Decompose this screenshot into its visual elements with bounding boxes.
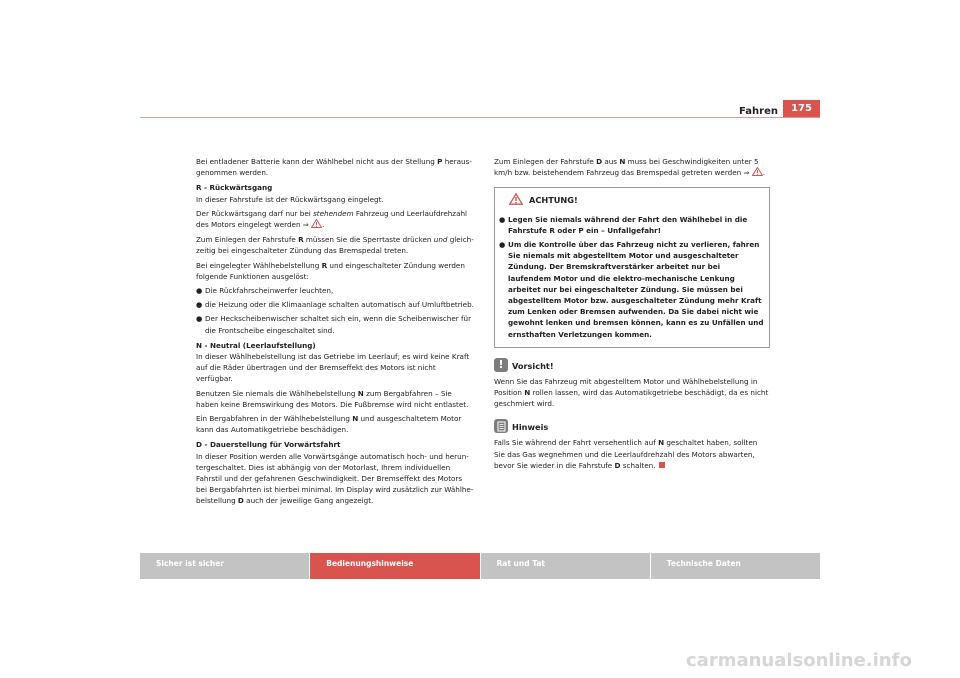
list-item: ● Die Rückfahrscheinwerfer leuchten, <box>196 286 334 296</box>
tab-sicher-ist-sicher[interactable]: Sicher ist sicher <box>140 553 309 579</box>
tab-technische-daten[interactable]: Technische Daten <box>650 553 820 579</box>
section-title-n: N - Neutral (Leerlaufstellung) <box>196 340 316 350</box>
paragraph-r-1: In dieser Fahrstufe ist der Rückwärtsgang eingelegt. <box>196 194 384 204</box>
warning-triangle-icon[interactable] <box>311 219 322 231</box>
header-rule <box>140 117 820 118</box>
warning-box <box>494 187 770 347</box>
paragraph-n-3: Ein Bergabfahren in der Wählhebelstellung N und ausgeschaltetem Motor kann das Automatikgetriebe beschädigen. <box>196 414 462 435</box>
bullet-icon: ● <box>499 240 506 250</box>
paragraph-battery: Bei entladener Batterie kann der Wählhebel nicht aus der Stellung P herausgenommen werden. <box>196 157 472 178</box>
section-title-d: D - Dauerstellung für Vorwärtsfahrt <box>196 440 341 450</box>
bullet-icon: ● <box>196 314 203 324</box>
warning-title: ACHTUNG! <box>529 195 578 206</box>
section-title-r: R - Rückwärtsgang <box>196 183 273 193</box>
page-title: Fahren <box>739 106 778 117</box>
list-item: ● die Heizung oder die Klimaanlage schalten automatisch auf Umluftbetrieb. <box>196 300 474 310</box>
warning-triangle-icon <box>499 193 529 208</box>
tab-rat-und-tat[interactable]: Rat und Tat <box>480 553 650 579</box>
warning-header <box>499 193 765 208</box>
note-title: Hinweis <box>512 422 549 433</box>
exclamation-icon: ! <box>494 358 508 372</box>
note-icon <box>494 419 508 433</box>
paragraph-r-4: Bei eingelegter Wählhebelstellung R und eingeschalteter Zündung werden folgende Funktionen ausgelöst: <box>196 260 465 281</box>
left-column <box>196 156 474 510</box>
page-number: 175 <box>783 100 820 117</box>
bullet-icon: ● <box>196 286 203 296</box>
bullet-icon: ● <box>499 214 506 224</box>
caution-text: Wenn Sie das Fahrzeug mit abgestelltem Motor und Wählhebelstellung in Position N rollen lassen, wird das Automatikgetriebe beschädigt, da es nicht geschmiert wird. <box>494 376 769 409</box>
right-column <box>494 156 770 474</box>
bullet-icon: ● <box>196 300 203 310</box>
caution-title: Vorsicht! <box>512 360 554 371</box>
note-header <box>494 419 770 433</box>
list-item: ● Legen Sie niemals während der Fahrt den Wählhebel in die Fahrstufe R oder P ein – Unfallgefahr! <box>499 214 748 235</box>
tab-bedienungshinweise[interactable]: Bedienungshinweise <box>309 553 479 579</box>
paragraph-d-1: In dieser Position werden alle Vorwärtsgänge automatisch hoch- und heruntergeschaltet. Dies ist abhängig von der Motorlast, Ihrem individuellen Fahrstil und der gefahrenen Geschwindigkeit. Der Bremseffekt des Motors bei Bergabfahrten ist hierbei minimal. Im Display wird zusätzlich zur Wählhebelstellung D auch der jeweilige Gang angezeigt. <box>196 451 474 506</box>
end-marker-icon <box>659 462 665 468</box>
footer-nav <box>140 553 820 579</box>
paragraph-n-2: Benutzen Sie niemals die Wählhebelstellung N zum Bergabfahren – Sie haben keine Bremswirkung des Motors. Die Fußbremse wird nicht entlastet. <box>196 388 469 409</box>
paragraph-d-from-n: Zum Einlegen der Fahrstufe D aus N muss bei Geschwindigkeiten unter 5 km/h bzw. beistehendem Fahrzeug das Bremspedal getreten werden ⇒ . <box>494 156 770 179</box>
note-text: Falls Sie während der Fahrt versehentlich auf N geschaltet haben, sollten Sie das Gas wegnehmen und die Leerlaufdrehzahl des Motors abwarten, bevor Sie wieder in die Fahrstufe D schalten. <box>494 438 758 470</box>
list-item: ● Der Heckscheibenwischer schaltet sich ein, wenn die Scheibenwischer für die Frontscheibe eingeschaltet sind. <box>196 314 472 335</box>
caution-header <box>494 358 770 372</box>
list-item: ● Um die Kontrolle über das Fahrzeug nicht zu verlieren, fahren Sie niemals mit abgestelltem Motor und ausgeschalteter Zündung. Der Bremskraftverstärker arbeitet nur bei laufendem Motor und die elektro-mechanische Lenkung arbeitet nur bei eingeschalteter Zündung. Sie müssen bei abgestelltem Motor bzw. ausgeschalteter Zündung mehr Kraft zum Lenken oder Bremsen aufwenden. Da Sie dabei nicht wie gewohnt lenken und bremsen können, kann es zu Unfällen und ernsthaften Verletzungen kommen. <box>499 240 764 339</box>
paragraph-r-3: Zum Einlegen der Fahrstufe R müssen Sie die Sperrtaste drücken und gleichzeitig bei eingeschalteter Zündung das Bremspedal treten. <box>196 235 474 256</box>
paragraph-r-2: Der Rückwärtsgang darf nur bei stehendem Fahrzeug und Leerlaufdrehzahl des Motors eingelegt werden ⇒ . <box>196 208 474 231</box>
paragraph-n-1: In dieser Wählhebelstellung ist das Getriebe im Leerlauf; es wird keine Kraft auf die Räder übertragen und der Bremseffekt des Motors ist nicht verfügbar. <box>196 352 470 384</box>
warning-triangle-icon[interactable] <box>752 167 763 179</box>
watermark: carmanualsonline.info <box>686 650 912 671</box>
